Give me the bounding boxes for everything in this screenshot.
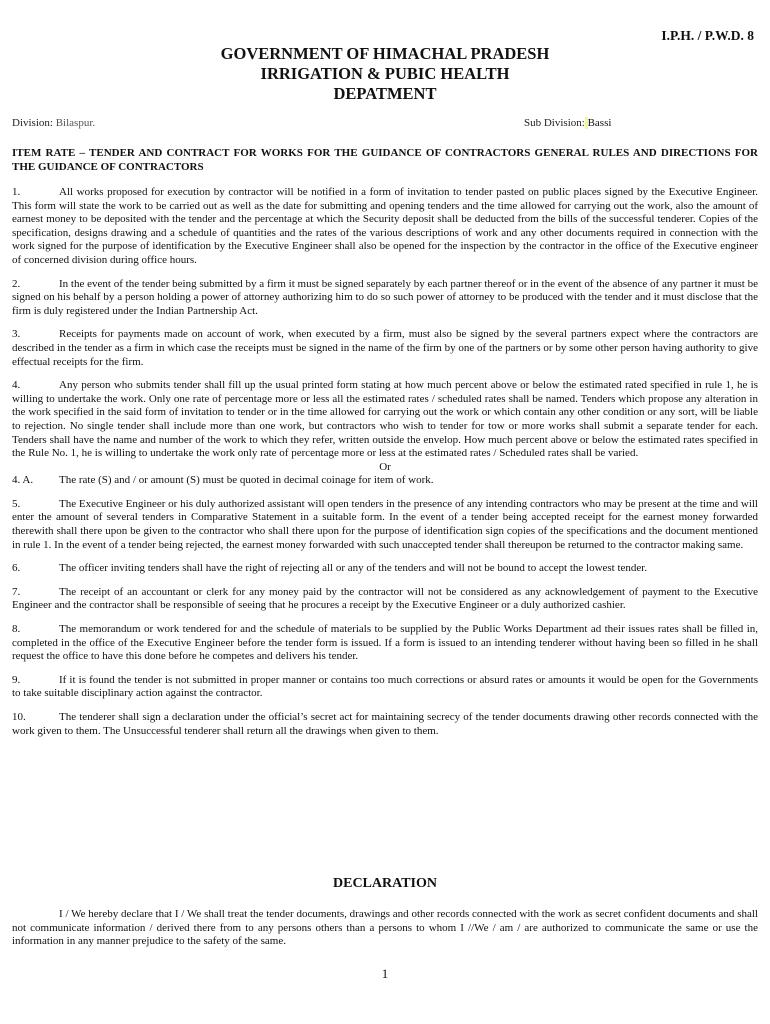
rule-5 bbox=[12, 498, 758, 552]
rule-number: 10. bbox=[12, 711, 26, 723]
rule-9 bbox=[12, 674, 758, 701]
rule-7 bbox=[12, 586, 758, 613]
rule-number: 8. bbox=[12, 623, 21, 636]
title-line-3: DEPATMENT bbox=[333, 84, 437, 103]
rule-text: The rate (S) and / or amount (S) must be quoted in decimal coinage for item of work. bbox=[59, 474, 434, 487]
rule-text: The receipt of an accountant or clerk for any money paid by the contractor will not be considered as any acknowledgement of payment to the Executive Engineer and the contractor shall be responsible of seeing that he procures a receipt by the Executive Engineer or a duly authorized cashier. bbox=[12, 585, 758, 612]
rule-1 bbox=[12, 186, 758, 268]
rule-number: 1. bbox=[12, 186, 21, 198]
rule-text: All works proposed for execution by contractor will be notified in a form of invitation to tender pasted on public places signed by the Executive Engineer. This form will state the work to be carried out as well as the date for submitting and opening tenders and the time allowed for carrying out the work, also the amount of earnest money to be deposited with the tender and the percentage at which the Security deposit shall be deducted from the bills of the successful tenderer. Copies of the specification, designs drawing and a schedule of quantities and the rates of the various descriptions of work and any other documents required in connection with the work signed for the purpose of identification by the Executive Engineer shall also be opened for the inspection by the contractor in the office of the Executive engineer of concerned division during office hours. bbox=[12, 186, 758, 266]
division-value: Bilaspur. bbox=[55, 117, 96, 129]
document-title bbox=[0, 44, 770, 104]
division-row bbox=[12, 117, 758, 129]
rule-2 bbox=[12, 278, 758, 319]
rule-10 bbox=[12, 711, 758, 738]
rule-text: The Executive Engineer or his duly authorized assistant will open tenders in the presence of any intending contractors who may be present at the time and will enter the amount of several tenders in Comparative Statement in a suitable form. In the event of a tender being accepted receipt for the earnest money forwarded therewith shall there upon be given to the contractor who shall there upon for the purpose of identification sign copies of the specifications and the document mentioned in rule 1. In the event of a tender being rejected, the earnest money forwarded with such unaccepted tender shall thereupon be returned to the contractor making same. bbox=[12, 497, 758, 551]
title-line-2: IRRIGATION & PUBIC HEALTH bbox=[260, 64, 510, 83]
sub-division-label: Sub Division: bbox=[524, 117, 585, 129]
rule-text: Any person who submits tender shall fill up the usual printed form stating at how much percent above or below the estimated rated specified in rule 1, he is willing to undertake the work. Only one rate of percentage more or less all the estimated rates / scheduled rates shall be named. Tenders which propose any alteration in the work specified in the said form of invitation to tender or in the time allowed for carrying out the work or which contain any other condition or any sort, will be liable to rejection. No single tender shall include more than one work, but contractors who wish to tender for tow or more works shall submit a separate tender for each. Tenders shall have the name and number of the work to which they refer, written outside the envelop. How much percent above or below the estimated rates specified in the Rule No. 1, he is willing to undertake the work only rate of percentage more or less at the estimated rates / Scheduled rates shall be varied. bbox=[12, 379, 758, 460]
rule-4 bbox=[12, 379, 758, 461]
rule-number: 4. A. bbox=[12, 474, 34, 487]
rule-text: In the event of the tender being submitted by a firm it must be signed separately by each partner thereof or in the event of the absence of any partner it must be signed on his behalf by a person holding a power of attorney authorizing him to do so such power of attorney to be produced with the tender and it must disclose that the firm is duly registered under the Indian Partnership Act. bbox=[12, 277, 758, 317]
rule-number: 7. bbox=[12, 585, 21, 598]
rule-text: The memorandum or work tendered for and the schedule of materials to be supplied by the Public Works Department ad their issues rates shall be filled in, completed in the office of the Executive Engineer before the tender form is issued. If a form is issued to an intending tenderer without having been so filled in he shall request the office to have this done before he competes and delivers his tender. bbox=[12, 623, 758, 663]
declaration-title: DECLARATION bbox=[333, 876, 437, 891]
rule-number: 4. bbox=[12, 379, 21, 392]
rule-8 bbox=[12, 623, 758, 664]
form-code: I.P.H. / P.W.D. 8 bbox=[661, 28, 754, 43]
rule-text: Receipts for payments made on account of work, when executed by a firm, must also be signed by the several partners expect where the contractors are described in the tender as a firm in which case the receipts must be signed in the name of the firm by one of the partners or by some other person having authority to give effectual receipts for the firm. bbox=[12, 328, 758, 368]
rule-number: 6. bbox=[12, 562, 21, 575]
rule-4a bbox=[12, 474, 758, 488]
rule-3 bbox=[12, 328, 758, 369]
division-label: Division: bbox=[12, 117, 53, 129]
sub-division bbox=[524, 117, 611, 129]
rules-list bbox=[12, 186, 758, 748]
sub-division-value: Bassi bbox=[587, 117, 612, 129]
section-heading: ITEM RATE – TENDER AND CONTRACT FOR WORKS FOR THE GUIDANCE OF CONTRACTORS GENERAL RULES AND DIRECTIONS FOR THE GUIDANCE OF CONTRACTORS bbox=[12, 147, 758, 173]
page-number: 1 bbox=[381, 966, 389, 981]
rule-text: The officer inviting tenders shall have the right of rejecting all or any of the tenders and will not be bound to accept the lowest tender. bbox=[59, 562, 648, 575]
rule-number: 9. bbox=[12, 673, 21, 686]
rule-6 bbox=[12, 562, 758, 576]
declaration-text: I / We hereby declare that I / We shall treat the tender documents, drawings and other records connected with the work as secret confident documents and shall not communicate information / derived there from to any persons others than a persons to whom I //We / am / are authorized to communicate the same or use the information in any manner prejudice to the safety of the same. bbox=[12, 908, 758, 948]
rule-number: 2. bbox=[12, 277, 21, 290]
title-line-1: GOVERNMENT OF HIMACHAL PRADESH bbox=[220, 44, 550, 63]
rule-text: If it is found the tender is not submitted in proper manner or contains too much corrections or absurd rates or amounts it would be open for the Governments to take suitable disciplinary action against the contractor. bbox=[12, 673, 758, 700]
rule-number: 3. bbox=[12, 328, 21, 341]
rule-number: 5. bbox=[12, 497, 21, 510]
or-separator: Or bbox=[379, 460, 391, 473]
rule-text: The tenderer shall sign a declaration under the official’s secret act for maintaining secrecy of the tender documents drawing other records connected with the work given to them. The Unsuccessful tenderer shall return all the drawings when given to them. bbox=[12, 711, 758, 737]
